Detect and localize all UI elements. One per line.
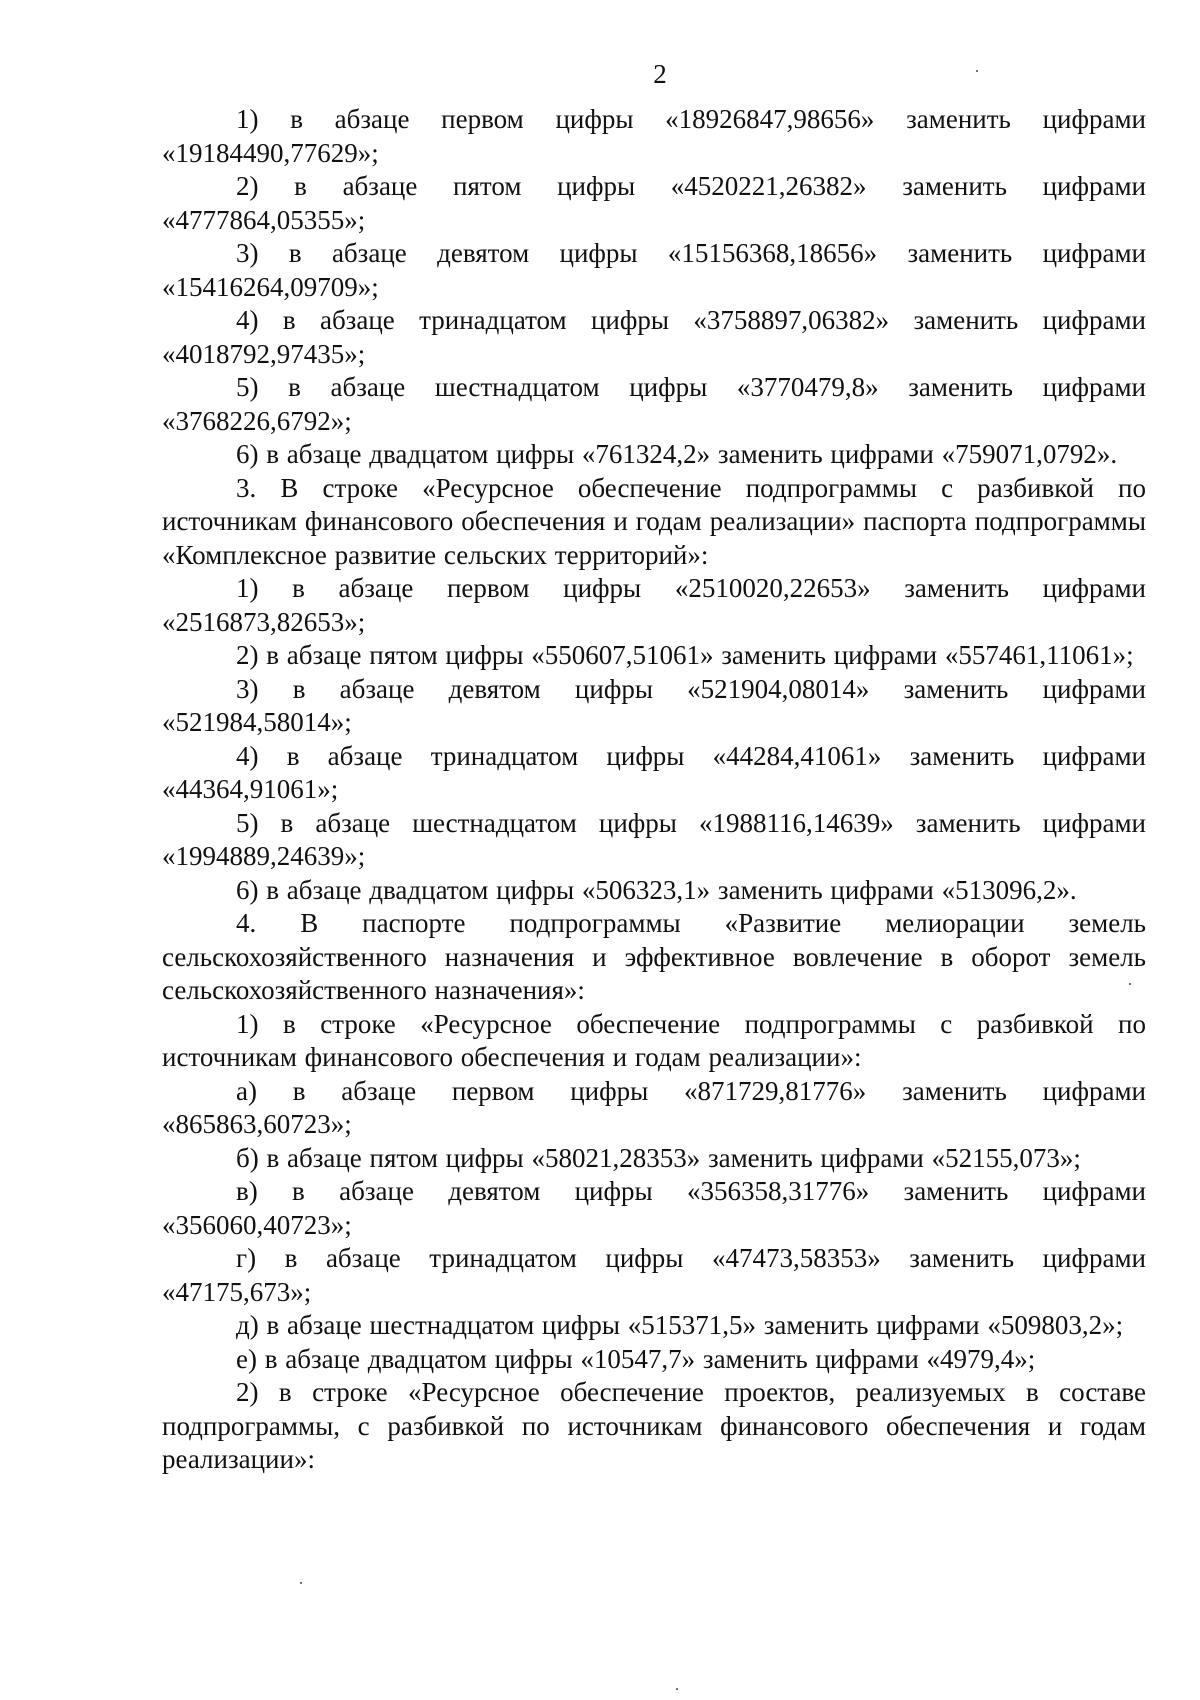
paragraph-amendment: 5) в абзаце шестнадцатом цифры «1988116,14639» заменить цифрами «1994889,24639»; <box>162 807 1146 871</box>
paragraph-amendment: 3) в абзаце девятом цифры «521904,08014» заменить цифрами «521984,58014»; <box>162 673 1146 737</box>
scan-speck <box>1129 983 1131 985</box>
paragraph-amendment: 4) в абзаце тринадцатом цифры «44284,41061» заменить цифрами «44364,91061»; <box>162 740 1146 804</box>
paragraph-amendment: 2) в абзаце пятом цифры «4520221,26382» заменить цифрами «4777864,05355»; <box>162 171 1146 235</box>
paragraph-amendment: 2) в абзаце пятом цифры «550607,51061» заменить цифрами «557461,11061»; <box>236 640 1134 670</box>
paragraph-amendment: 1) в абзаце первом цифры «18926847,98656» заменить цифрами «19184490,77629»; <box>162 104 1146 168</box>
paragraph-amendment: 3) в абзаце девятом цифры «15156368,18656» заменить цифрами «15416264,09709»; <box>162 238 1146 302</box>
scan-speck <box>976 70 978 72</box>
paragraph-amendment: б) в абзаце пятом цифры «58021,28353» заменить цифрами «52155,073»; <box>236 1142 1081 1173</box>
scan-speck <box>300 1582 302 1584</box>
paragraph-amendment: 5) в абзаце шестнадцатом цифры «3770479,8» заменить цифрами «3768226,6792»; <box>162 372 1146 436</box>
paragraph-amendment: д) в абзаце шестнадцатом цифры «515371,5» заменить цифрами «509803,2»; <box>236 1310 1124 1340</box>
document-body <box>162 103 1146 1477</box>
page-number: 2 <box>653 59 667 89</box>
paragraph-amendment: е) в абзаце двадцатом цифры «10547,7» заменить цифрами «4979,4»; <box>236 1343 1036 1374</box>
scan-speck <box>676 1688 678 1690</box>
paragraph-amendment: 6) в абзаце двадцатом цифры «506323,1» заменить цифрами «513096,2». <box>236 874 1077 905</box>
paragraph-section-4: 4. В паспорте подпрограммы «Развитие мелиорации земель сельскохозяйственного назначения и эффективное вовлечение в оборот земель сельскохозяйственного назначения»: <box>162 908 1146 1005</box>
paragraph-amendment: г) в абзаце тринадцатом цифры «47473,58353» заменить цифрами «47175,673»; <box>162 1243 1146 1307</box>
paragraph-item-row: 1) в строке «Ресурсное обеспечение подпрограммы с разбивкой по источникам финансового обеспечения и годам реализации»: <box>162 1008 1146 1072</box>
paragraph-amendment: в) в абзаце девятом цифры «356358,31776» заменить цифрами «356060,40723»; <box>162 1176 1146 1240</box>
paragraph-section-3: 3. В строке «Ресурсное обеспечение подпрограммы с разбивкой по источникам финансового обеспечения и годам реализации» паспорта подпрограммы «Комплексное развитие сельских территорий»: <box>162 472 1146 570</box>
paragraph-amendment: 6) в абзаце двадцатом цифры «761324,2» заменить цифрами «759071,0792». <box>236 439 1118 469</box>
paragraph-amendment: 1) в абзаце первом цифры «2510020,22653» заменить цифрами «2516873,82653»; <box>162 573 1146 637</box>
paragraph-item-row: 2) в строке «Ресурсное обеспечение проектов, реализуемых в составе подпрограммы, с разбивкой по источникам финансового обеспечения и годам реализации»: <box>162 1377 1146 1474</box>
paragraph-amendment: 4) в абзаце тринадцатом цифры «3758897,06382» заменить цифрами «4018792,97435»; <box>162 305 1146 369</box>
paragraph-amendment: а) в абзаце первом цифры «871729,81776» заменить цифрами «865863,60723»; <box>162 1075 1146 1139</box>
